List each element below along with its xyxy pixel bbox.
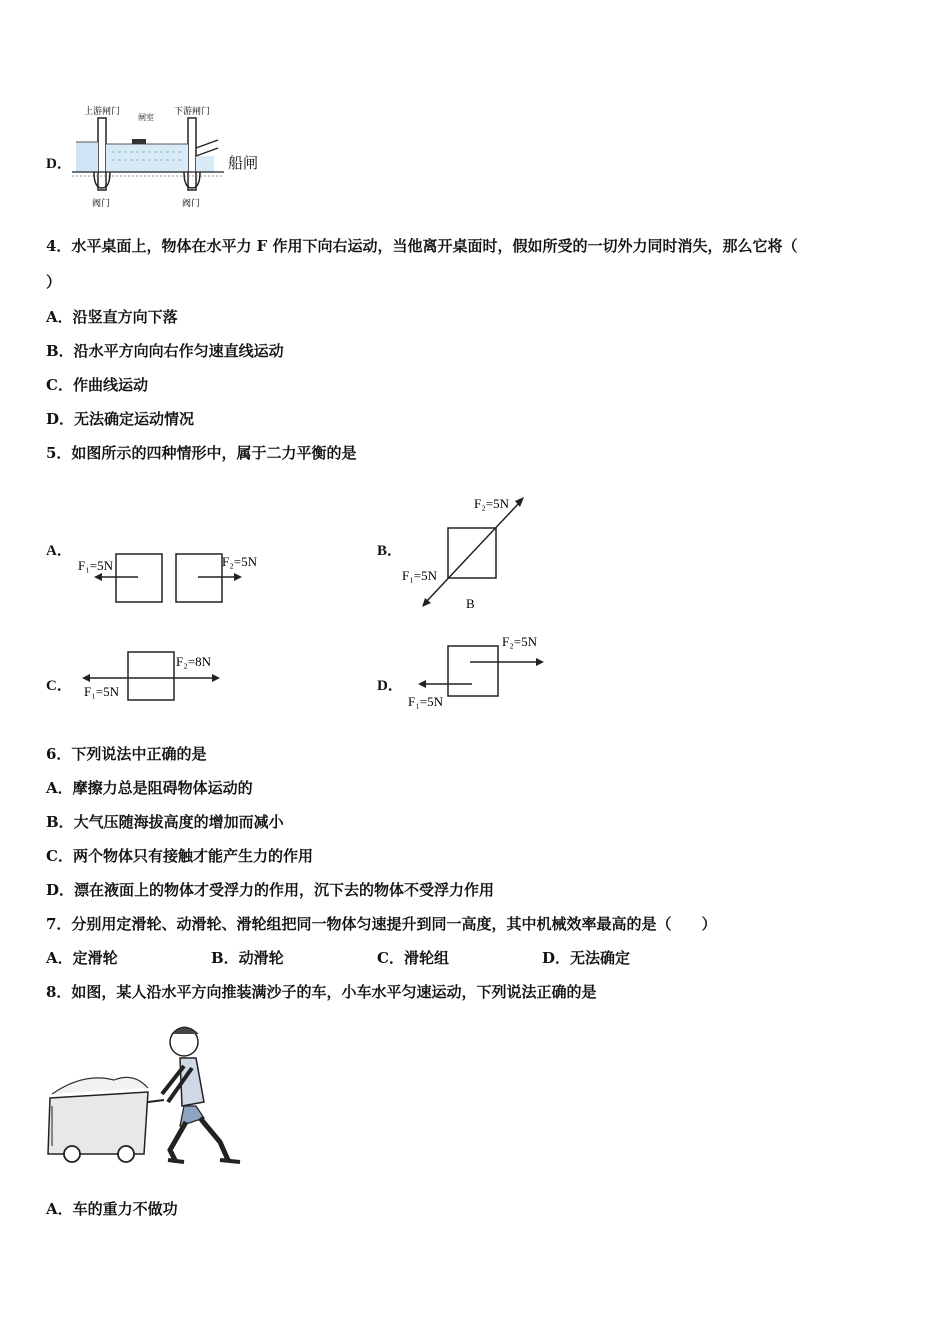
q7-option-d: D．无法确定 xyxy=(542,949,631,967)
q4-option-c: C．作曲线运动 xyxy=(46,376,148,394)
q6-stem: 6．下列说法中正确的是 xyxy=(46,745,207,763)
q4-option-a: A．沿竖直方向下落 xyxy=(46,308,178,326)
q5-c-f1: F₁=5N xyxy=(84,684,119,699)
q5-b-body: B xyxy=(466,596,475,611)
q4-option-d: D．无法确定运动情况 xyxy=(46,410,195,428)
q3-option-d-label: D． xyxy=(46,156,72,172)
q7-option-b: B．动滑轮 xyxy=(211,949,284,967)
q8-option-a: A．车的重力不做功 xyxy=(46,1200,178,1218)
q7-stem: 7．分别用定滑轮、动滑轮、滑轮组把同一物体匀速提升到同一高度，其中机械效率最高的是（ ） xyxy=(46,915,717,933)
q5-stem: 5．如图所示的四种情形中，属于二力平衡的是 xyxy=(46,444,357,462)
valve-right-label: 阀门 xyxy=(182,198,201,208)
q5-label-b: B． xyxy=(377,543,403,559)
q5-c-f2: F₂=8N xyxy=(176,654,211,669)
downstream-gate-label: 下游闸门 xyxy=(174,106,211,116)
q6-option-d: D．漂在液面上的物体才受浮力的作用，沉下去的物体不受浮力作用 xyxy=(46,881,495,899)
upstream-gate-label: 上游闸门 xyxy=(84,106,121,116)
q5-figure-c xyxy=(76,644,236,710)
q4-option-b: B．沿水平方向向右作匀速直线运动 xyxy=(46,342,284,360)
q6-option-c: C．两个物体只有接触才能产生力的作用 xyxy=(46,847,313,865)
q8-stem: 8．如图，某人沿水平方向推装满沙子的车，小车水平匀速运动，下列说法正确的是 xyxy=(46,983,597,1001)
q5-d-f1: F₁=5N xyxy=(408,694,443,709)
q3-option-d-caption: 船闸 xyxy=(228,154,259,172)
q5-figure-d xyxy=(400,630,550,712)
q4-stem-cont: ） xyxy=(46,273,62,291)
q5-label-d: D． xyxy=(377,678,403,694)
q5-b-f1: F₁=5N xyxy=(402,568,437,583)
valve-left-label: 阀门 xyxy=(92,198,111,208)
q7-option-c: C．滑轮组 xyxy=(377,949,449,967)
q5-label-a: A． xyxy=(46,543,72,559)
chamber-label: 闸室 xyxy=(138,113,154,122)
q7-option-a: A．定滑轮 xyxy=(46,949,118,967)
q6-option-a: A．摩擦力总是阻碍物体运动的 xyxy=(46,779,253,797)
ship-lock-figure xyxy=(68,100,228,212)
q5-d-f2: F₂=5N xyxy=(502,634,537,649)
q5-a-f1: F₁=5N xyxy=(78,558,113,573)
q5-b-f2: F₂=5N xyxy=(474,496,509,511)
q5-figure-b xyxy=(400,488,550,616)
q6-option-b: B．大气压随海拔高度的增加而减小 xyxy=(46,813,284,831)
q4-stem: 4．水平桌面上，物体在水平力 F 作用下向右运动，当他离开桌面时，假如所受的一切外力同时消失，那么它将（ xyxy=(46,237,798,255)
q5-a-f2: F₂=5N xyxy=(222,554,257,569)
q5-figure-a xyxy=(76,540,266,610)
q5-label-c: C． xyxy=(46,678,72,694)
person-pushing-cart-figure xyxy=(44,1022,254,1170)
